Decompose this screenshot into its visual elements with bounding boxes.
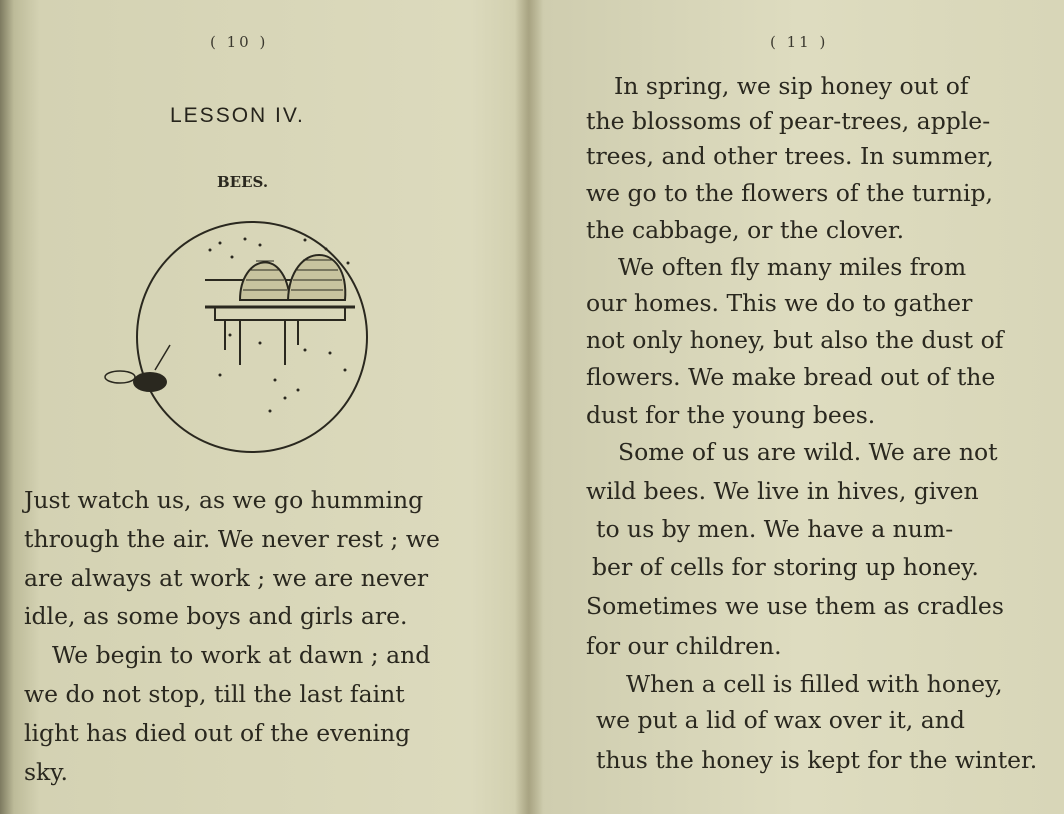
left-text-line: light has died out of the evening (24, 719, 411, 747)
beehive-illustration (100, 215, 380, 465)
lesson-subtitle: BEES. (217, 173, 269, 191)
right-text-line: flowers. We make bread out of the (586, 363, 996, 391)
left-page-number: ( 10 ) (210, 33, 269, 51)
left-text-line: sky. (24, 758, 68, 786)
beehive-skep-icon (240, 261, 290, 300)
right-text-line: wild bees. We live in hives, given (586, 477, 979, 505)
right-text-line: not only honey, but also the dust of (586, 326, 1004, 354)
left-text-line: we do not stop, till the last faint (24, 680, 405, 708)
right-text-line: to us by men. We have a num- (596, 515, 954, 543)
right-text-line: the blossoms of pear-trees, apple- (586, 107, 991, 135)
right-text-line: the cabbage, or the clover. (586, 216, 905, 244)
right-text-line: Some of us are wild. We are not (618, 438, 998, 466)
right-text-line: When a cell is filled with honey, (626, 670, 1003, 698)
right-text-line: we go to the flowers of the turnip, (586, 179, 994, 207)
right-text-line: we put a lid of wax over it, and (596, 706, 965, 734)
right-text-line: We often fly many miles from (618, 253, 967, 281)
right-text-line: trees, and other trees. In summer, (586, 142, 994, 170)
left-text-line: through the air. We never rest ; we (24, 525, 440, 553)
lesson-title: LESSON IV. (170, 104, 305, 127)
right-text-line: ber of cells for storing up honey. (592, 553, 979, 581)
right-page-number: ( 11 ) (770, 33, 829, 51)
left-text-line: We begin to work at dawn ; and (52, 641, 431, 669)
right-text-line: our homes. This we do to gather (586, 289, 973, 317)
left-text-line: Just watch us, as we go humming (24, 486, 424, 514)
right-text-line: for our children. (586, 632, 782, 660)
right-text-line: dust for the young bees. (586, 401, 876, 429)
left-text-line: idle, as some boys and girls are. (24, 602, 408, 630)
beehive-skep-icon (288, 255, 345, 300)
right-text-line: thus the honey is kept for the winter. (596, 746, 1038, 774)
right-text-line: Sometimes we use them as cradles (586, 592, 1004, 620)
left-text-line: are always at work ; we are never (24, 564, 429, 592)
right-text-line: In spring, we sip honey out of (614, 72, 969, 100)
